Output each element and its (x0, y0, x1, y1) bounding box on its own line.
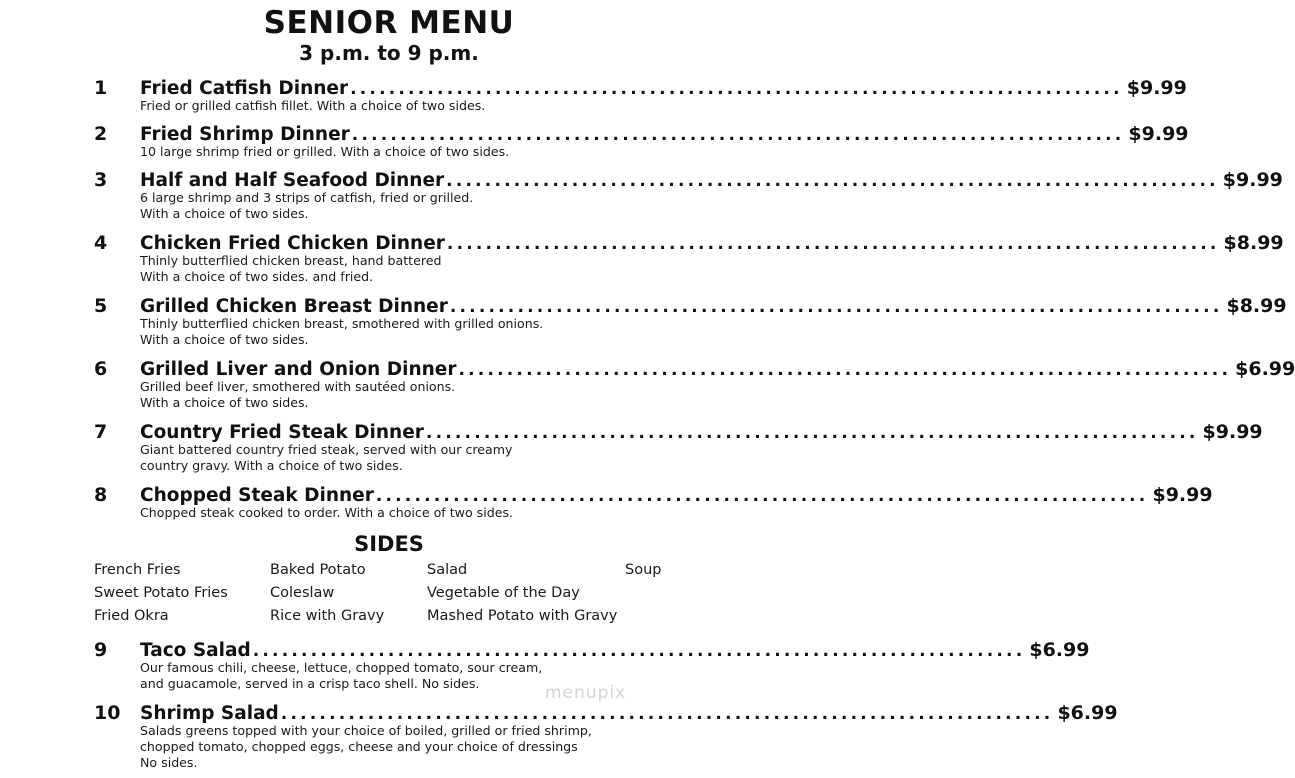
item-number: 4 (94, 232, 108, 254)
description-line: Salads greens topped with your choice of boiled, grilled or fried shrimp, (140, 723, 592, 738)
item-heading (140, 294, 1287, 318)
item-heading (140, 168, 1283, 192)
item-price: $9.99 (1126, 77, 1187, 99)
item-number: 5 (94, 295, 108, 317)
item-heading (140, 483, 1213, 507)
item-name: Shrimp Salad (140, 703, 279, 724)
item-name: Fried Catfish Dinner (140, 78, 349, 99)
item-number: 9 (94, 639, 108, 661)
item-heading (140, 231, 1284, 255)
side-item: Mashed Potato with Gravy (427, 608, 618, 624)
item-description (140, 723, 660, 771)
item-heading (140, 122, 1189, 146)
dot-leader: ................................................................................ (449, 297, 1223, 317)
item-description (140, 505, 640, 521)
description-line: chopped tomato, chopped eggs, cheese and your choice of dressings (140, 739, 578, 754)
description-line: Thinly butterflied chicken breast, hand battered (140, 253, 442, 268)
dot-leader: ................................................................................ (252, 641, 1026, 661)
side-item: Vegetable of the Day (427, 585, 580, 601)
item-name: Grilled Liver and Onion Dinner (140, 359, 457, 380)
item-price: $9.99 (1128, 123, 1189, 145)
item-number: 8 (94, 484, 108, 506)
item-number: 2 (94, 123, 108, 145)
description-line: country gravy. With a choice of two sides. (140, 458, 403, 473)
item-name: Fried Shrimp Dinner (140, 124, 350, 145)
item-name: Grilled Chicken Breast Dinner (140, 296, 448, 317)
item-description (140, 316, 640, 348)
description-line: No sides. (140, 755, 198, 770)
side-item: Coleslaw (270, 585, 335, 601)
item-name: Country Fried Steak Dinner (140, 422, 424, 443)
dot-leader: ................................................................................ (446, 171, 1219, 191)
dot-leader: ................................................................................ (425, 423, 1199, 443)
item-description (140, 98, 640, 114)
side-item: Baked Potato (270, 562, 366, 578)
dot-leader: ................................................................................ (351, 125, 1125, 145)
item-price: $8.99 (1223, 232, 1284, 254)
dot-leader: ................................................................................ (458, 360, 1232, 380)
item-name: Half and Half Seafood Dinner (140, 170, 445, 191)
description-line: 6 large shrimp and 3 strips of catfish, fried or grilled. (140, 190, 474, 205)
side-item: Salad (427, 562, 468, 578)
item-name: Taco Salad (140, 640, 251, 661)
description-line: and guacamole, served in a crisp taco shell. No sides. (140, 676, 480, 691)
description-line: With a choice of two sides. (140, 395, 309, 410)
item-description (140, 442, 640, 474)
side-item: Soup (625, 562, 662, 578)
description-line: With a choice of two sides. (140, 332, 309, 347)
side-item: Rice with Gravy (270, 608, 385, 624)
item-price: $9.99 (1222, 169, 1283, 191)
item-heading (140, 420, 1263, 444)
sides-heading: SIDES (354, 532, 424, 556)
dot-leader: ................................................................................ (280, 704, 1054, 724)
item-number: 3 (94, 169, 108, 191)
item-name: Chopped Steak Dinner (140, 485, 374, 506)
description-line: With a choice of two sides. (140, 206, 309, 221)
dot-leader: ................................................................................ (446, 234, 1220, 254)
description-line: Giant battered country fried steak, served with our creamy (140, 442, 513, 457)
dot-leader: ................................................................................ (350, 79, 1123, 99)
description-line: Thinly butterflied chicken breast, smothered with grilled onions. (140, 316, 544, 331)
item-price: $6.99 (1029, 639, 1090, 661)
description-line: 10 large shrimp fried or grilled. With a choice of two sides. (140, 144, 510, 159)
item-heading (140, 76, 1187, 100)
item-name: Chicken Fried Chicken Dinner (140, 233, 445, 254)
description-line: Fried or grilled catfish fillet. With a choice of two sides. (140, 98, 486, 113)
item-price: $6.99 (1235, 358, 1295, 380)
description-line: Our famous chili, cheese, lettuce, chopped tomato, sour cream, (140, 660, 543, 675)
item-price: $9.99 (1202, 421, 1263, 443)
item-heading (140, 357, 1295, 381)
item-description (140, 190, 640, 222)
item-price: $9.99 (1152, 484, 1213, 506)
side-item: Sweet Potato Fries (94, 585, 228, 601)
item-heading (140, 701, 1118, 725)
description-line: Grilled beef liver, smothered with sautéed onions. (140, 379, 456, 394)
item-number: 6 (94, 358, 108, 380)
item-number: 10 (94, 702, 121, 724)
item-price: $8.99 (1226, 295, 1287, 317)
side-item: Fried Okra (94, 608, 169, 624)
menu-hours: 3 p.m. to 9 p.m. (299, 41, 479, 65)
menu-title: SENIOR MENU (263, 5, 515, 41)
item-number: 1 (94, 77, 108, 99)
description-line: With a choice of two sides. and fried. (140, 269, 374, 284)
item-description (140, 144, 640, 160)
item-heading (140, 638, 1090, 662)
watermark: menupix (545, 683, 627, 703)
item-price: $6.99 (1057, 702, 1118, 724)
dot-leader: ................................................................................ (375, 486, 1149, 506)
item-description (140, 253, 640, 285)
item-description (140, 379, 640, 411)
description-line: Chopped steak cooked to order. With a choice of two sides. (140, 505, 514, 520)
item-number: 7 (94, 421, 108, 443)
side-item: French Fries (94, 562, 181, 578)
